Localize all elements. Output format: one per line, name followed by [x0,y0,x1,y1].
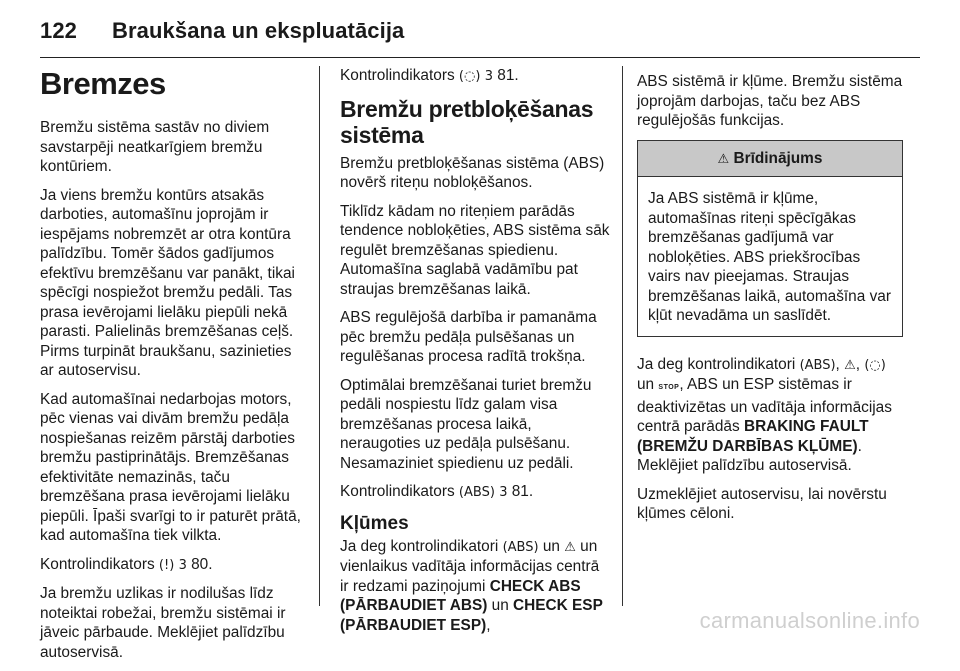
paragraph: Uzmeklējiet autoservisu, lai novērstu kļūmes cēloni. [637,485,887,522]
page-header [40,18,404,44]
brake-system-icon: (◌) [458,69,481,84]
paragraph: Ja viens bremžu kontūrs atsakās darboties, automašīnu joprojām ir iespējams nobremzēt ar otra kontūra palīdzību. Tomēr šādos gadījumos efektīvu bremzēšanu var panākt, tikai spēcīgi nospiežot bremžu pedāli. Tas prasa ievērojami lielāku piepūli nekā parasti. Palielinās bremzēšanas ceļš. Pirms turpināt braukšanu, sazinieties ar autoservisu. [40,186,295,379]
header-rule [40,57,920,58]
display-message: CHECK ABS (PĀRBAUDIET ABS) [340,577,581,614]
faults-heading: Kļūmes [340,512,409,534]
display-message: BRAKING FAULT (BREMŽU DARBĪBAS KĻŪME) [637,418,869,455]
brakes-heading: Bremzes [40,66,166,101]
paragraph: Ja bremžu uzlikas ir nodilušas līdz noteiktai robežai, bremžu sistēmai ir jāveic pārbaude. Meklējiet palīdzību autoservisā. [40,585,286,661]
paragraph: Optimālai bremzēšanai turiet bremžu pedāli nospiestu līdz galam visa bremzēšanas procesa laikā, neraugoties uz pedāļa pulsēšanu. Nesamaziniet spiedienu uz pedāli. [340,376,592,472]
abs-icon: (ABS) [502,539,539,555]
paragraph: Kad automašīnai nedarbojas motors, pēc vienas vai divām bremžu pedāļa nospiešanas reizēm pārstāj darboties bremžu pastiprinātājs. Bremzēšanas efektivitāte nemazinās, taču bremzēšana prasa ievērojami lielāku piepūli. Īpaši svarīgi to ir paturēt prātā, kad automašīna tiek vilkta. [40,390,301,544]
indicator-reference: Kontrolindikators (!) 3 80. [40,555,213,573]
warning-header [638,141,902,178]
abs-icon: (ABS) [458,485,495,500]
column-divider [622,66,623,606]
warning-box [637,140,903,337]
brake-warning-icon: (!) [158,557,175,573]
page-number: 122 [40,18,78,43]
page-ref-arrow-icon: 3 [178,557,187,573]
column-1 [40,66,302,671]
section-title: Braukšana un ekspluatācija [112,18,405,43]
warning-triangle-icon: ⚠ [717,151,730,167]
esp-icon: ⚠ [564,539,576,555]
indicator-reference: Kontrolindikators (◌) 3 81. [340,67,519,84]
paragraph: ABS sistēmā ir kļūme. Bremžu sistēma joprojām darbojas, taču bez ABS regulējošās funkcijas. [637,73,903,129]
paragraph: Ja deg kontrolindikatori (ABS) un ⚠ un vienlaikus vadītāja informācijas centrā ir redzami paziņojumi CHECK ABS (PĀRBAUDIET ABS) un CHECK ESP (PĀRBAUDIET ESP), [340,537,603,634]
paragraph: Ja deg kontrolindikatori (ABS), ⚠, (◌) un STOP, ABS un ESP sistēmas ir deaktivizētas un vadītāja informācijas centrā parādās BRAKING FAULT (BREMŽU DARBĪBAS KĻŪME). Meklējiet palīdzību autoservisā. [637,355,892,474]
brake-system-icon: (◌) [864,357,886,373]
page-ref-arrow-icon: 3 [499,485,508,500]
display-message: CHECK ESP (PĀRBAUDIET ESP) [340,597,603,634]
warning-text: Ja ABS sistēmā ir kļūme, automašīnas riteņi spēcīgākas bremzēšanas gadījumā var nobloķēties. ABS priekšrocības vairs nav pieejamas. Straujas bremzēšanas laikā, automašīna var kļūt nevadāma un saslīdēt. [648,190,891,324]
abs-icon: (ABS) [799,357,836,373]
column-3 [637,72,903,533]
paragraph: Bremžu pretbloķēšanas sistēma (ABS) novērš riteņu nobloķēšanos. [340,154,605,191]
indicator-reference: Kontrolindikators (ABS) 3 81. [340,483,534,500]
abs-heading: Bremžu pretbloķēšanas sistēma [340,95,594,148]
stop-icon: STOP [658,384,680,391]
watermark: carmanualsonline.info [699,608,920,633]
paragraph: ABS regulējošā darbība ir pamanāma pēc bremžu pedāļa pulsēšanas un regulēšanas procesa radītā trokšņa. [340,309,597,365]
page-ref-arrow-icon: 3 [484,69,493,84]
paragraph: Bremžu sistēma sastāv no diviem savstarpēji neatkarīgiem bremžu kontūriem. [40,119,270,175]
esp-icon: ⚠ [844,357,856,373]
paragraph: Tiklīdz kādam no riteņiem parādās tendence nobloķēties, ABS sistēma sāk regulēt bremzēšanas spiedienu. Automašīna saglabā vadāmību pat straujas bremzēšanas laikā. [340,202,610,298]
column-2 [340,66,612,644]
column-divider [319,66,320,606]
warning-title: Brīdinājums [733,149,823,167]
